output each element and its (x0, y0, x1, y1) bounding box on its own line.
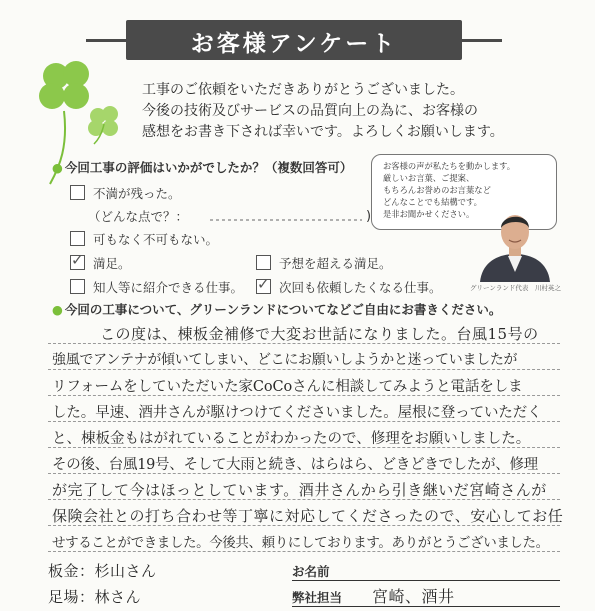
option-unsatisfied[interactable]: 不満が残った。 (70, 184, 181, 202)
checkbox[interactable] (70, 279, 85, 294)
comment-line: が完了して今はほっとしています。酒井さんから引き継いだ宮崎さんが (52, 481, 547, 499)
q2-heading: ● 今回の工事について、グリーンランドについてなどご自由にお書きください。 (52, 302, 502, 317)
checkbox-checked[interactable] (256, 279, 271, 294)
checkbox[interactable] (256, 255, 271, 270)
option-average[interactable]: 可もなく不可もない。 (70, 230, 218, 248)
title-band (126, 20, 462, 60)
ruled-line (48, 369, 560, 370)
comment-line: せすることができました。今後共、頼りにしております。ありがとうございました。 (52, 535, 549, 551)
checkbox[interactable] (70, 231, 85, 246)
option-exceeded[interactable]: 予想を超える満足。 (256, 254, 392, 272)
which-point-line (210, 206, 380, 226)
intro-line: 今後の技術及びサービスの品質向上の為に、お客様の (142, 103, 478, 119)
q1-heading: ● 今回工事の評価はいかがでしたか？（複数回答可） (52, 160, 353, 175)
name-label: お名前 (292, 564, 330, 579)
portrait-caption: グリーンランド代表 川村英之 (470, 284, 561, 292)
name-line (292, 580, 560, 581)
comment-line: その後、台風19号、そして大雨と続き、はらはら、どきどきでしたが、修理 (52, 457, 538, 473)
bullet-icon: ● (52, 160, 63, 175)
bubble-line: 厳しいお言葉、ご提案、 (383, 173, 475, 183)
bubble-line: もちろんお誉めのお言葉など (383, 185, 491, 195)
staff-value: 宮崎、酒井 (372, 587, 455, 606)
svg-text:): ) (366, 209, 372, 224)
worker-sheet-metal: 板金：杉山さん (48, 562, 157, 580)
worker-scaffold: 足場：林さん (48, 588, 142, 606)
title-band-line-left (86, 39, 126, 42)
intro-line: 感想をお書き下されば幸いです。よろしくお願いします。 (142, 124, 504, 140)
staff-line (292, 606, 560, 607)
comment-line: 強風でアンテナが傾いてしまい、どこにお願いしようかと迷っていましたが (52, 352, 518, 368)
staff-label: 弊社担当 (292, 590, 343, 605)
option-again[interactable]: ✓ 次回も依頼したくなる仕事。 (256, 278, 442, 296)
comment-line: 保険会社との打ち合わせ等丁寧に対応してくださったので、安心してお任 (52, 507, 564, 525)
intro-line: 工事のご依頼をいただきありがとうございました。 (142, 82, 464, 98)
bubble-line: どんなことでも結構です。 (383, 197, 482, 207)
representative-portrait (470, 196, 560, 282)
comment-line: と、棟板金もはがれていることがわかったので、修理をお願いしました。 (52, 431, 531, 447)
bubble-line: 是非お聞かせください。 (383, 209, 475, 219)
option-which-point: （どんな点で？： (88, 209, 189, 224)
comment-line: リフォームをしていただいた家CoCoさんに相談してみようと電話をしま (52, 379, 523, 395)
title-band-line-right (462, 39, 502, 42)
option-satisfied[interactable]: ✓満足。 (70, 254, 131, 272)
page-title: お客様アンケート (190, 31, 398, 57)
comment-line: この度は、棟板金補修で大変お世話になりました。台風15号の (100, 325, 539, 343)
checkbox[interactable] (70, 185, 85, 200)
bubble-line: お客様の声が私たちを動かします。 (383, 161, 516, 171)
comment-line: した。早速、酒井さんが駆けつけてくださいました。屋根に登っていただく (52, 405, 542, 421)
ruled-line (48, 551, 560, 552)
bullet-icon: ● (52, 302, 63, 317)
intro-text (142, 80, 542, 143)
option-recommend[interactable]: 知人等に紹介できる仕事。 (70, 278, 243, 296)
checkbox-checked[interactable] (70, 255, 85, 270)
